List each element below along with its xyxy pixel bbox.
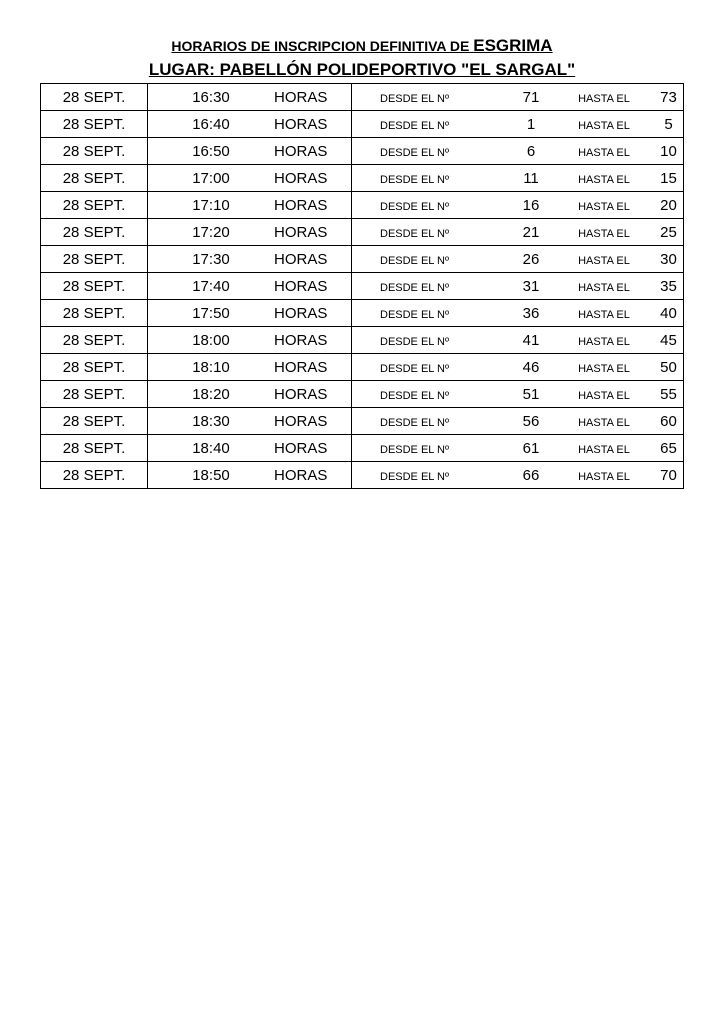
time-cell: 18:50	[148, 462, 271, 489]
horas-label: HORAS	[270, 435, 352, 462]
from-number: 41	[508, 327, 554, 354]
horas-label: HORAS	[270, 111, 352, 138]
title-sport: ESGRIMA	[473, 36, 553, 55]
table-row	[41, 300, 684, 327]
table-row	[41, 111, 684, 138]
desde-label: DESDE EL Nº	[352, 273, 509, 300]
desde-label: DESDE EL Nº	[352, 462, 509, 489]
from-number: 21	[508, 219, 554, 246]
schedule-table	[40, 83, 684, 489]
to-number: 10	[654, 138, 684, 165]
date-cell: 28 SEPT.	[41, 300, 148, 327]
table-row	[41, 219, 684, 246]
date-cell: 28 SEPT.	[41, 165, 148, 192]
table-row	[41, 192, 684, 219]
time-cell: 17:50	[148, 300, 271, 327]
time-cell: 18:30	[148, 408, 271, 435]
horas-label: HORAS	[270, 462, 352, 489]
to-number: 60	[654, 408, 684, 435]
time-cell: 18:20	[148, 381, 271, 408]
to-number: 55	[654, 381, 684, 408]
to-number: 35	[654, 273, 684, 300]
table-row	[41, 435, 684, 462]
date-cell: 28 SEPT.	[41, 192, 148, 219]
time-cell: 18:00	[148, 327, 271, 354]
time-cell: 18:10	[148, 354, 271, 381]
horas-label: HORAS	[270, 84, 352, 111]
to-number: 70	[654, 462, 684, 489]
time-cell: 17:40	[148, 273, 271, 300]
date-cell: 28 SEPT.	[41, 219, 148, 246]
hasta-label: HASTA EL	[554, 462, 654, 489]
table-row	[41, 462, 684, 489]
date-cell: 28 SEPT.	[41, 246, 148, 273]
desde-label: DESDE EL Nº	[352, 300, 509, 327]
to-number: 73	[654, 84, 684, 111]
table-row	[41, 84, 684, 111]
to-number: 45	[654, 327, 684, 354]
date-cell: 28 SEPT.	[41, 408, 148, 435]
horas-label: HORAS	[270, 246, 352, 273]
hasta-label: HASTA EL	[554, 300, 654, 327]
hasta-label: HASTA EL	[554, 327, 654, 354]
horas-label: HORAS	[270, 192, 352, 219]
desde-label: DESDE EL Nº	[352, 354, 509, 381]
to-number: 40	[654, 300, 684, 327]
from-number: 16	[508, 192, 554, 219]
from-number: 66	[508, 462, 554, 489]
date-cell: 28 SEPT.	[41, 462, 148, 489]
from-number: 51	[508, 381, 554, 408]
from-number: 26	[508, 246, 554, 273]
to-number: 20	[654, 192, 684, 219]
time-cell: 16:40	[148, 111, 271, 138]
from-number: 71	[508, 84, 554, 111]
hasta-label: HASTA EL	[554, 165, 654, 192]
hasta-label: HASTA EL	[554, 192, 654, 219]
from-number: 61	[508, 435, 554, 462]
horas-label: HORAS	[270, 408, 352, 435]
to-number: 50	[654, 354, 684, 381]
desde-label: DESDE EL Nº	[352, 111, 509, 138]
hasta-label: HASTA EL	[554, 138, 654, 165]
hasta-label: HASTA EL	[554, 84, 654, 111]
date-cell: 28 SEPT.	[41, 273, 148, 300]
date-cell: 28 SEPT.	[41, 138, 148, 165]
desde-label: DESDE EL Nº	[352, 165, 509, 192]
horas-label: HORAS	[270, 354, 352, 381]
table-row	[41, 273, 684, 300]
hasta-label: HASTA EL	[554, 219, 654, 246]
time-cell: 17:30	[148, 246, 271, 273]
table-row	[41, 138, 684, 165]
schedule-table-body	[41, 84, 684, 489]
desde-label: DESDE EL Nº	[352, 246, 509, 273]
table-row	[41, 408, 684, 435]
horas-label: HORAS	[270, 138, 352, 165]
desde-label: DESDE EL Nº	[352, 435, 509, 462]
from-number: 31	[508, 273, 554, 300]
horas-label: HORAS	[270, 381, 352, 408]
horas-label: HORAS	[270, 273, 352, 300]
page-title	[0, 36, 724, 56]
time-cell: 17:20	[148, 219, 271, 246]
table-row	[41, 381, 684, 408]
date-cell: 28 SEPT.	[41, 381, 148, 408]
desde-label: DESDE EL Nº	[352, 84, 509, 111]
desde-label: DESDE EL Nº	[352, 219, 509, 246]
desde-label: DESDE EL Nº	[352, 381, 509, 408]
time-cell: 17:00	[148, 165, 271, 192]
from-number: 56	[508, 408, 554, 435]
date-cell: 28 SEPT.	[41, 435, 148, 462]
date-cell: 28 SEPT.	[41, 327, 148, 354]
from-number: 6	[508, 138, 554, 165]
horas-label: HORAS	[270, 327, 352, 354]
time-cell: 18:40	[148, 435, 271, 462]
hasta-label: HASTA EL	[554, 111, 654, 138]
time-cell: 16:50	[148, 138, 271, 165]
desde-label: DESDE EL Nº	[352, 192, 509, 219]
from-number: 36	[508, 300, 554, 327]
hasta-label: HASTA EL	[554, 381, 654, 408]
from-number: 1	[508, 111, 554, 138]
to-number: 30	[654, 246, 684, 273]
desde-label: DESDE EL Nº	[352, 138, 509, 165]
table-row	[41, 165, 684, 192]
time-cell: 17:10	[148, 192, 271, 219]
table-row	[41, 246, 684, 273]
horas-label: HORAS	[270, 300, 352, 327]
date-cell: 28 SEPT.	[41, 84, 148, 111]
horas-label: HORAS	[270, 219, 352, 246]
to-number: 5	[654, 111, 684, 138]
to-number: 65	[654, 435, 684, 462]
desde-label: DESDE EL Nº	[352, 327, 509, 354]
title-prefix: HORARIOS DE INSCRIPCION DEFINITIVA DE	[171, 38, 470, 54]
page-subtitle: LUGAR: PABELLÓN POLIDEPORTIVO "EL SARGAL"	[148, 60, 576, 79]
horas-label: HORAS	[270, 165, 352, 192]
from-number: 11	[508, 165, 554, 192]
date-cell: 28 SEPT.	[41, 354, 148, 381]
date-cell: 28 SEPT.	[41, 111, 148, 138]
hasta-label: HASTA EL	[554, 408, 654, 435]
time-cell: 16:30	[148, 84, 271, 111]
desde-label: DESDE EL Nº	[352, 408, 509, 435]
to-number: 25	[654, 219, 684, 246]
hasta-label: HASTA EL	[554, 354, 654, 381]
hasta-label: HASTA EL	[554, 435, 654, 462]
table-row	[41, 327, 684, 354]
from-number: 46	[508, 354, 554, 381]
hasta-label: HASTA EL	[554, 246, 654, 273]
to-number: 15	[654, 165, 684, 192]
table-row	[41, 354, 684, 381]
hasta-label: HASTA EL	[554, 273, 654, 300]
